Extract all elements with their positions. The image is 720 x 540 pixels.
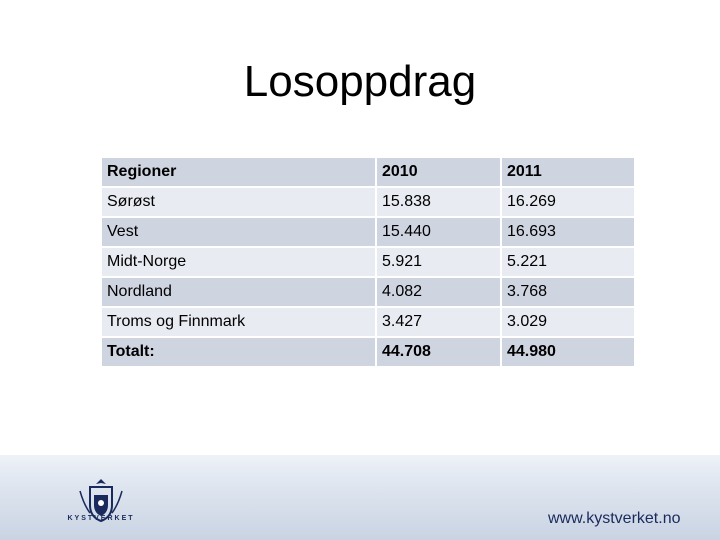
total-2010-cell: 44.708 <box>376 337 501 367</box>
table-cell: 3.427 <box>376 307 501 337</box>
table-cell: 3.768 <box>501 277 635 307</box>
header-cell-region: Regioner <box>101 157 376 187</box>
table-cell: Troms og Finnmark <box>101 307 376 337</box>
table-cell: 4.082 <box>376 277 501 307</box>
table-row <box>101 217 635 247</box>
table-row <box>101 307 635 337</box>
table-total-row <box>101 337 635 367</box>
table-header-row <box>101 157 635 187</box>
table-cell: 5.921 <box>376 247 501 277</box>
slide-title: Losoppdrag <box>243 57 477 106</box>
table-row <box>101 277 635 307</box>
table-cell: 16.269 <box>501 187 635 217</box>
table-cell: Nordland <box>101 277 376 307</box>
total-label-cell: Totalt: <box>101 337 376 367</box>
table-row <box>101 187 635 217</box>
table-cell: 16.693 <box>501 217 635 247</box>
table-cell: 15.838 <box>376 187 501 217</box>
data-table <box>100 156 634 368</box>
total-2011-cell: 44.980 <box>501 337 635 367</box>
table-cell: Vest <box>101 217 376 247</box>
slide-footer <box>0 455 720 540</box>
header-cell-2011: 2011 <box>501 157 635 187</box>
table-cell: 5.221 <box>501 247 635 277</box>
table-cell: 15.440 <box>376 217 501 247</box>
footer-url: www.kystverket.no <box>548 510 681 527</box>
logo-wordmark: KYSTVERKET <box>67 515 135 522</box>
table-cell: Sørøst <box>101 187 376 217</box>
table-cell: 3.029 <box>501 307 635 337</box>
table-row <box>101 247 635 277</box>
header-cell-2010: 2010 <box>376 157 501 187</box>
table-cell: Midt-Norge <box>101 247 376 277</box>
